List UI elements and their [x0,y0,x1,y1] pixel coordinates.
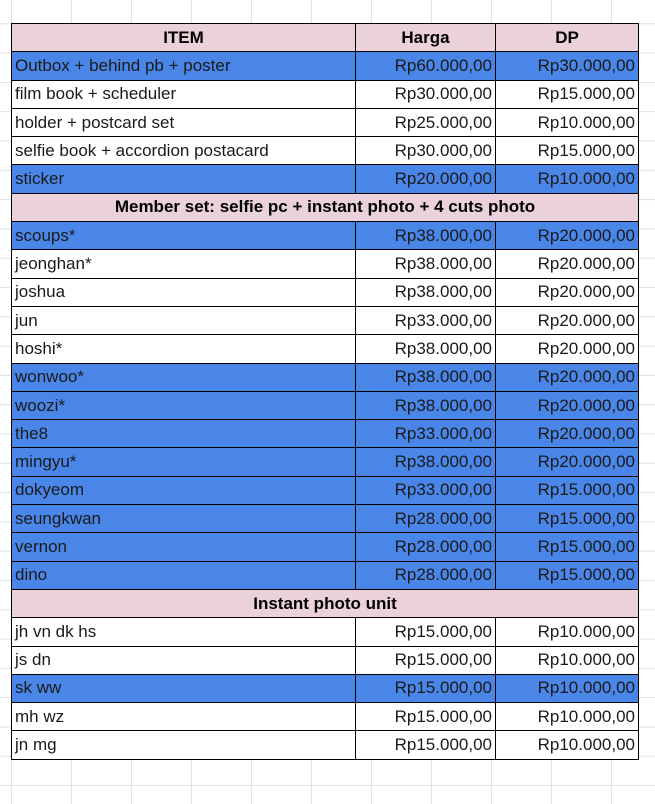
dp-cell[interactable]: Rp20.000,00 [496,420,639,448]
harga-cell[interactable]: Rp33.000,00 [356,306,496,334]
dp-cell[interactable]: Rp15.000,00 [496,476,639,504]
table-row [12,80,639,108]
header-harga-cell[interactable]: Harga [356,24,496,52]
table-row [12,703,639,731]
item-cell[interactable]: woozi* [12,391,356,419]
table-row [12,561,639,589]
dp-cell[interactable]: Rp10.000,00 [496,108,639,136]
table-row [12,674,639,702]
header-item-cell[interactable]: ITEM [12,24,356,52]
item-cell[interactable]: jeonghan* [12,250,356,278]
dp-cell[interactable]: Rp20.000,00 [496,391,639,419]
table-row [12,476,639,504]
item-cell[interactable]: seungkwan [12,505,356,533]
item-cell[interactable]: vernon [12,533,356,561]
dp-cell[interactable]: Rp30.000,00 [496,52,639,80]
price-table [11,23,639,760]
item-cell[interactable]: scoups* [12,222,356,250]
harga-cell[interactable]: Rp38.000,00 [356,250,496,278]
table-row [12,618,639,646]
harga-cell[interactable]: Rp38.000,00 [356,222,496,250]
table-row [12,222,639,250]
table-row [12,448,639,476]
harga-cell[interactable]: Rp28.000,00 [356,561,496,589]
dp-cell[interactable]: Rp10.000,00 [496,731,639,759]
item-cell[interactable]: joshua [12,278,356,306]
table-row [12,52,639,80]
harga-cell[interactable]: Rp38.000,00 [356,363,496,391]
table-row [12,165,639,193]
table-row [12,278,639,306]
instant-photo-unit-section-title[interactable]: Instant photo unit [12,589,639,617]
harga-cell[interactable]: Rp28.000,00 [356,505,496,533]
harga-cell[interactable]: Rp30.000,00 [356,80,496,108]
item-cell[interactable]: js dn [12,646,356,674]
table-row [12,363,639,391]
dp-cell[interactable]: Rp20.000,00 [496,306,639,334]
item-cell[interactable]: jun [12,306,356,334]
item-cell[interactable]: Outbox + behind pb + poster [12,52,356,80]
instant-photo-unit-section-row [12,589,639,617]
dp-cell[interactable]: Rp10.000,00 [496,703,639,731]
dp-cell[interactable]: Rp10.000,00 [496,165,639,193]
dp-cell[interactable]: Rp10.000,00 [496,674,639,702]
table-row [12,137,639,165]
table-row [12,646,639,674]
table-row [12,250,639,278]
dp-cell[interactable]: Rp20.000,00 [496,448,639,476]
harga-cell[interactable]: Rp15.000,00 [356,703,496,731]
harga-cell[interactable]: Rp25.000,00 [356,108,496,136]
dp-cell[interactable]: Rp20.000,00 [496,335,639,363]
dp-cell[interactable]: Rp15.000,00 [496,505,639,533]
harga-cell[interactable]: Rp38.000,00 [356,391,496,419]
harga-cell[interactable]: Rp38.000,00 [356,335,496,363]
harga-cell[interactable]: Rp15.000,00 [356,674,496,702]
item-cell[interactable]: mingyu* [12,448,356,476]
item-cell[interactable]: mh wz [12,703,356,731]
dp-cell[interactable]: Rp15.000,00 [496,80,639,108]
dp-cell[interactable]: Rp20.000,00 [496,250,639,278]
harga-cell[interactable]: Rp15.000,00 [356,731,496,759]
item-cell[interactable]: holder + postcard set [12,108,356,136]
item-cell[interactable]: wonwoo* [12,363,356,391]
header-dp-cell[interactable]: DP [496,24,639,52]
dp-cell[interactable]: Rp10.000,00 [496,618,639,646]
harga-cell[interactable]: Rp15.000,00 [356,618,496,646]
table-row [12,533,639,561]
dp-cell[interactable]: Rp15.000,00 [496,533,639,561]
item-cell[interactable]: film book + scheduler [12,80,356,108]
member-set-section-row [12,193,639,221]
harga-cell[interactable]: Rp33.000,00 [356,476,496,504]
dp-cell[interactable]: Rp20.000,00 [496,222,639,250]
item-cell[interactable]: jn mg [12,731,356,759]
dp-cell[interactable]: Rp15.000,00 [496,137,639,165]
item-cell[interactable]: the8 [12,420,356,448]
table-row [12,391,639,419]
harga-cell[interactable]: Rp60.000,00 [356,52,496,80]
harga-cell[interactable]: Rp15.000,00 [356,646,496,674]
item-cell[interactable]: sk ww [12,674,356,702]
table-row [12,505,639,533]
item-cell[interactable]: jh vn dk hs [12,618,356,646]
dp-cell[interactable]: Rp20.000,00 [496,363,639,391]
table-row [12,420,639,448]
harga-cell[interactable]: Rp38.000,00 [356,278,496,306]
harga-cell[interactable]: Rp38.000,00 [356,448,496,476]
harga-cell[interactable]: Rp33.000,00 [356,420,496,448]
harga-cell[interactable]: Rp20.000,00 [356,165,496,193]
harga-cell[interactable]: Rp28.000,00 [356,533,496,561]
item-cell[interactable]: dokyeom [12,476,356,504]
member-set-section-title[interactable]: Member set: selfie pc + instant photo + 4 cuts photo [12,193,639,221]
harga-cell[interactable]: Rp30.000,00 [356,137,496,165]
item-cell[interactable]: dino [12,561,356,589]
dp-cell[interactable]: Rp20.000,00 [496,278,639,306]
table-row [12,108,639,136]
table-row [12,335,639,363]
dp-cell[interactable]: Rp15.000,00 [496,561,639,589]
dp-cell[interactable]: Rp10.000,00 [496,646,639,674]
table-row [12,731,639,759]
item-cell[interactable]: selfie book + accordion postacard [12,137,356,165]
item-cell[interactable]: hoshi* [12,335,356,363]
table-row [12,306,639,334]
header-row [12,24,639,52]
item-cell[interactable]: sticker [12,165,356,193]
